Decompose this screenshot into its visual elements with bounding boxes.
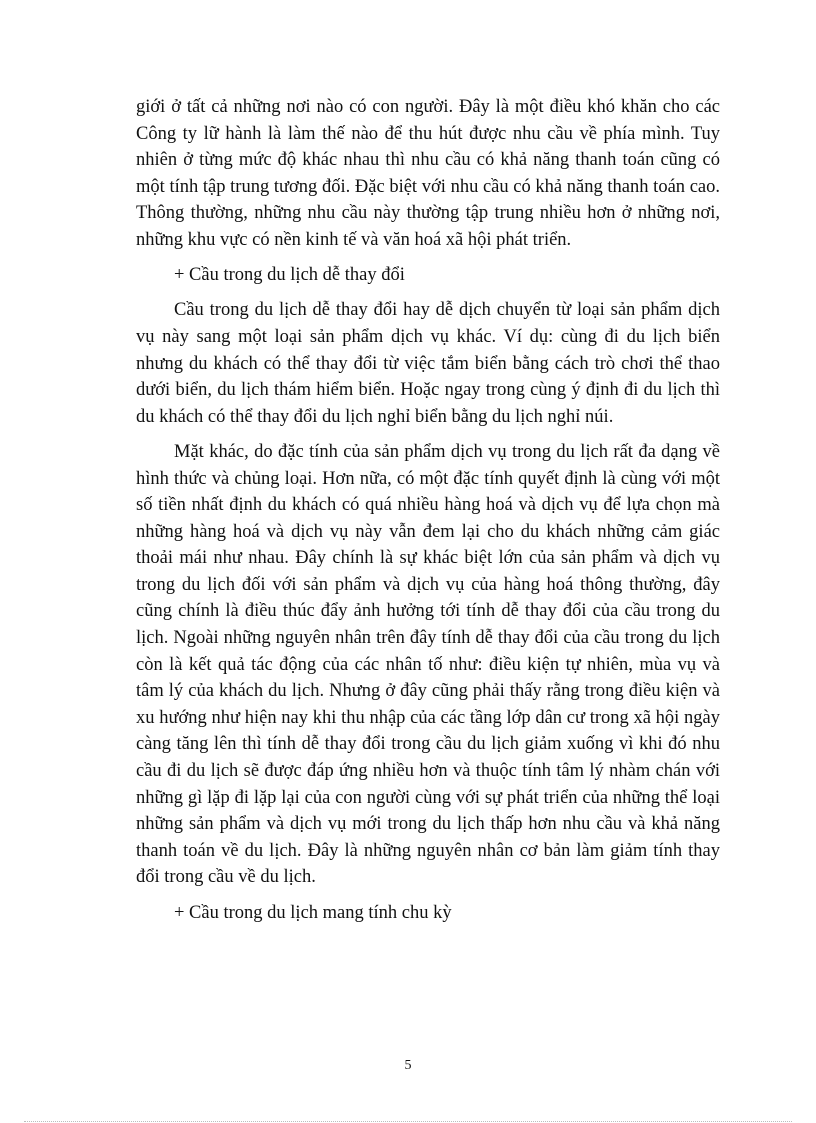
section-heading-demand-cyclical: + Cầu trong du lịch mang tính chu kỳ bbox=[174, 902, 452, 923]
paragraph-continued: giới ở tất cả những nơi nào có con người. Đây là một điều khó khăn cho các Công ty lữ hành là làm thế nào để thu hút được nhu cầu về phía mình. Tuy nhiên ở từng mức độ khác nhau thì nhu cầu có khả năng thanh toán cũng có một tính tập trung tương đối. Đặc biệt với nhu cầu có khả năng thanh toán cao. Thông thường, những nhu cầu này thường tập trung nhiều hơn ở những nơi, những khu vực có nền kinh tế và văn hoá xã hội phát triển. bbox=[136, 97, 720, 250]
section-heading-demand-changeable: + Cầu trong du lịch dễ thay đổi bbox=[174, 265, 405, 286]
paragraph-demand-shift: Cầu trong du lịch dễ thay đổi hay dễ dịch chuyển từ loại sản phẩm dịch vụ này sang một loại sản phẩm dịch vụ khác. Ví dụ: cùng đi du lịch biển nhưng du khách có thể thay đổi từ việc tắm biển bằng cách trò chơi thể thao dưới biển, du lịch thám hiểm biển. Hoặc ngay trong cùng ý định đi du lịch thì du khách có thể thay đổi du lịch nghỉ biển bằng du lịch nghỉ núi. bbox=[136, 300, 720, 427]
document-body bbox=[136, 94, 720, 935]
page-number: 5 bbox=[404, 1058, 412, 1073]
page-bottom-divider bbox=[24, 1121, 792, 1122]
paragraph-product-diversity: Mặt khác, do đặc tính của sản phẩm dịch vụ trong du lịch rất đa dạng về hình thức và chủng loại. Hơn nữa, có một đặc tính quyết định là cùng với một số tiền nhất định du khách có quá nhiều hàng hoá và dịch vụ để lựa chọn mà những hàng hoá và dịch vụ này vẫn đem lại cho du khách những cảm giác thoải mái như nhau. Đây chính là sự khác biệt lớn của sản phẩm và dịch vụ trong du lịch đối với sản phẩm và dịch vụ của hàng hoá thông thường, đây cũng chính là điều thúc đẩy ảnh hưởng tới tính dễ thay đổi của cầu trong du lịch. Ngoài những nguyên nhân trên đây tính dễ thay đổi của cầu trong du lịch còn là kết quả tác động của các nhân tố như: điều kiện tự nhiên, mùa vụ và tâm lý của khách du lịch. Nhưng ở đây cũng phải thấy rằng trong điều kiện và xu hướng như hiện nay khi thu nhập của các tầng lớp dân cư trong xã hội ngày càng tăng lên thì tính dễ thay đổi trong cầu du lịch giảm xuống vì khi đó nhu cầu đi du lịch sẽ được đáp ứng nhiều hơn và thuộc tính tâm lý nhàm chán với những gì lặp đi lặp lại của con người cùng với sự phát triển của những thể loại những sản phẩm và dịch vụ mới trong du lịch thấp hơn nhu cầu và khả năng thanh toán về du lịch. Đây là những nguyên nhân cơ bản làm giảm tính thay đổi trong cầu về du lịch. bbox=[136, 441, 720, 888]
